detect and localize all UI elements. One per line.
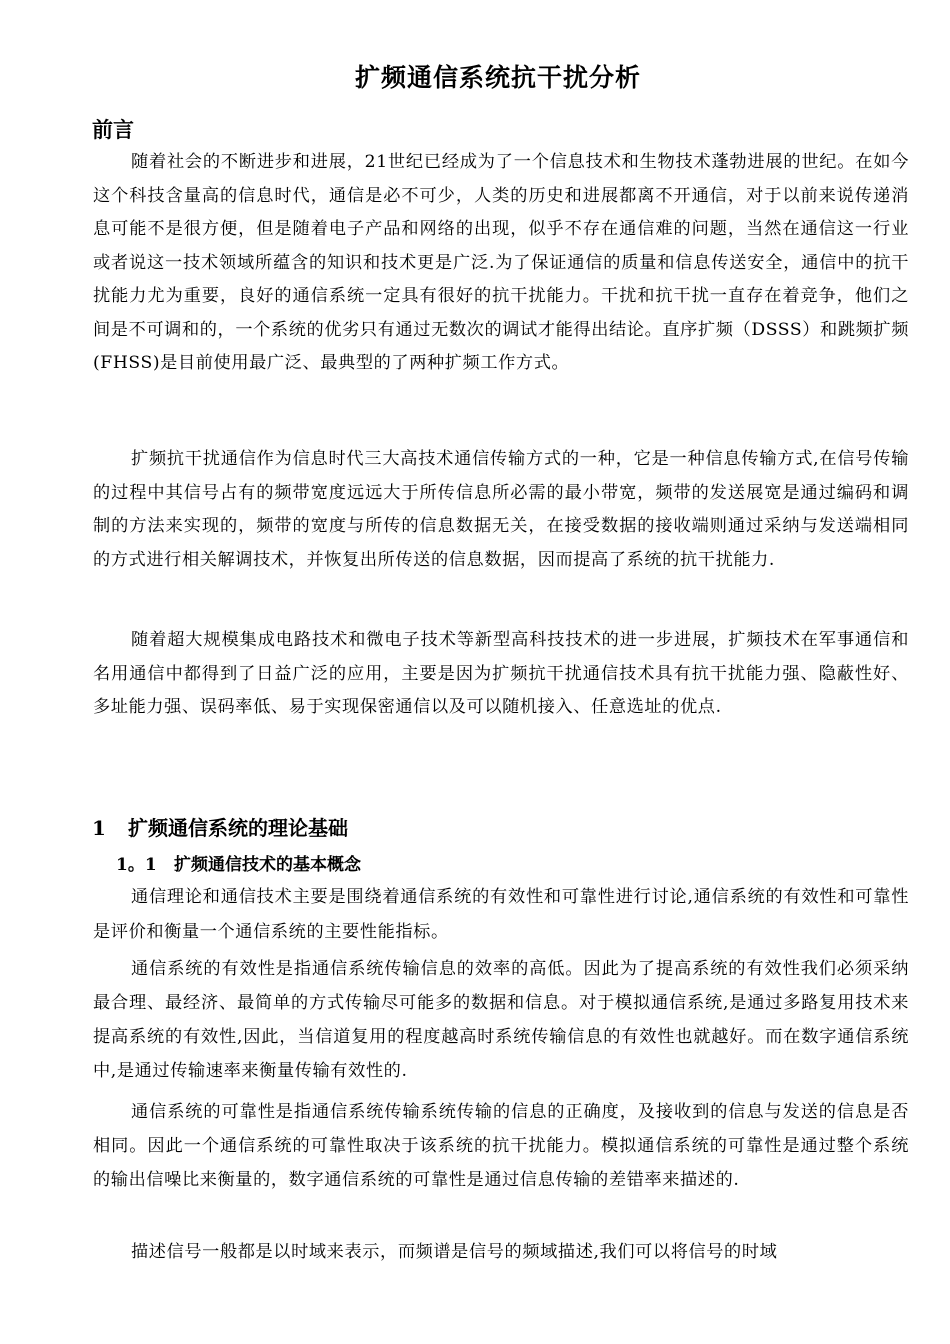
subsection-1-1-number: 1。1 bbox=[116, 855, 157, 875]
subsection-1-1-title: 扩频通信技术的基本概念 bbox=[174, 855, 361, 875]
section-1-number: 1 bbox=[92, 816, 106, 840]
section-paragraph-1: 通信理论和通信技术主要是围绕着通信系统的有效性和可靠性进行讨论,通信系统的有效性和可靠性是评价和衡量一个通信系统的主要性能指标。 bbox=[93, 887, 909, 942]
preface-paragraph-2: 扩频抗干扰通信作为信息时代三大高技术通信传输方式的一种，它是一种信息传输方式,在信号传输的过程中其信号占有的频带宽度远远大于所传信息所必需的最小带宽，频带的发送展宽是通过编码和调制的方法来实现的，频带的宽度与所传的信息数据无关，在接受数据的接收端则通过采纳与发送端相同的方式进行相关解调技术，并恢复出所传送的信息数据，因而提高了系统的抗干扰能力. bbox=[93, 449, 909, 570]
section-1-heading bbox=[92, 812, 348, 841]
preface-paragraph-1: 随着社会的不断进步和进展，21世纪已经成为了一个信息技术和生物技术蓬勃进展的世纪。在如今这个科技含量高的信息时代，通信是必不可少，人类的历史和进展都离不开通信，对于以前来说传递消息可能不是很方便，但是随着电子产品和网络的出现，似乎不存在通信难的问题，当然在通信这一行业或者说这一技术领域所蕴含的知识和技术更是广泛.为了保证通信的质量和信息传送安全，通信中的抗干扰能力尤为重要，良好的通信系统一定具有很好的抗干扰能力。干扰和抗干扰一直存在着竞争，他们之间是不可调和的，一个系统的优劣只有通过无数次的调试才能得出结论。直序扩频（DSSS）和跳频扩频(FHSS)是目前使用最广泛、最典型的了两种扩频工作方式。 bbox=[93, 152, 909, 373]
section-1-title: 扩频通信系统的理论基础 bbox=[128, 816, 348, 840]
preface-paragraph-3: 随着超大规模集成电路技术和微电子技术等新型高科技技术的进一步进展，扩频技术在军事通信和名用通信中都得到了日益广泛的应用，主要是因为扩频抗干扰通信技术具有抗干扰能力强、隐蔽性好、多址能力强、误码率低、易于实现保密通信以及可以随机接入、任意选址的优点. bbox=[93, 630, 909, 717]
subsection-1-1-heading bbox=[116, 850, 361, 875]
section-paragraph-2: 通信系统的有效性是指通信系统传输信息的效率的高低。因此为了提高系统的有效性我们必须采纳最合理、最经济、最简单的方式传输尽可能多的数据和信息。对于模拟通信系统,是通过多路复用技术来提高系统的有效性,因此，当信道复用的程度越高时系统传输信息的有效性也就越好。而在数字通信系统中,是通过传输速率来衡量传输有效性的. bbox=[93, 959, 909, 1081]
document-title: 扩频通信系统抗干扰分析 bbox=[354, 63, 641, 92]
preface-heading: 前言 bbox=[92, 117, 134, 142]
section-paragraph-3: 通信系统的可靠性是指通信系统传输系统传输的信息的正确度，及接收到的信息与发送的信息是否相同。因此一个通信系统的可靠性取决于该系统的抗干扰能力。模拟通信系统的可靠性是通过整个系统的输出信噪比来衡量的，数字通信系统的可靠性是通过信息传输的差错率来描述的. bbox=[93, 1102, 909, 1190]
section-paragraph-4: 描述信号一般都是以时域来表示，而频谱是信号的频域描述,我们可以将信号的时域 bbox=[131, 1242, 778, 1262]
